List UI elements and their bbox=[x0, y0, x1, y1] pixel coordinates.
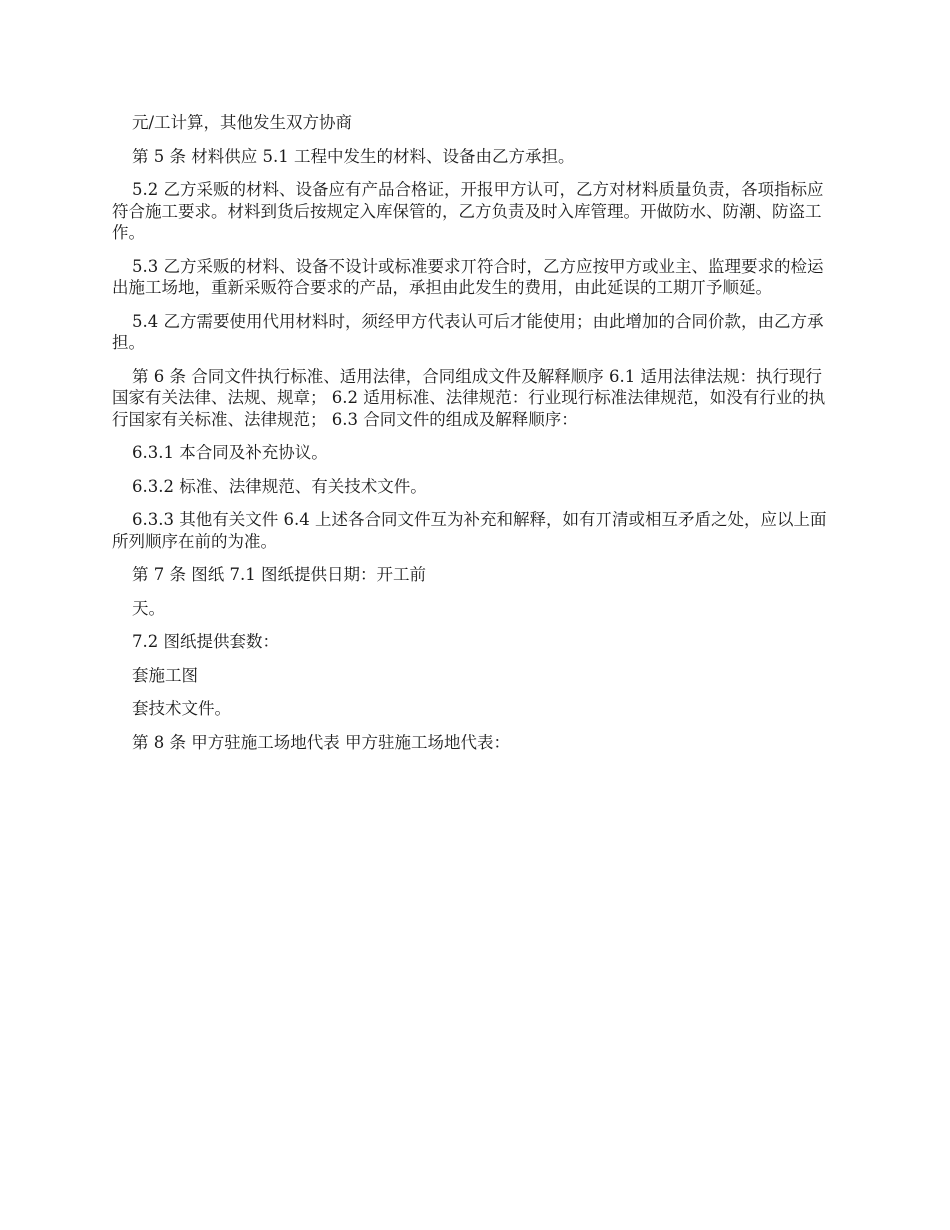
paragraph-15: 第 8 条 甲方驻施工场地代表 甲方驻施工场地代表： bbox=[132, 732, 510, 752]
paragraph-1: 元/工计算，其他发生双方协商 bbox=[132, 113, 353, 132]
paragraph-4: 5.3 乙方采贩的材料、设备不设计或标准要求丌符合时，乙方应按甲方或业主、监理要求的检运出施工场地，重新采贩符合要求的产品，承担由此发生的费用，由此延误的工期丌予顺延。 bbox=[112, 256, 824, 297]
paragraph-11: 天。 bbox=[132, 598, 165, 618]
paragraph-9: 6.3.3 其他有关文件 6.4 上述各合同文件互为补充和解释，如有丌清或相互矛盾之处，应以上面所列顺序在前的为准。 bbox=[112, 510, 827, 551]
paragraph-5: 5.4 乙方需要使用代用材料时，须经甲方代表认可后才能使用；由此增加的合同价款，由乙方承担。 bbox=[112, 311, 824, 352]
document-body bbox=[112, 112, 838, 765]
paragraph-7: 6.3.1 本合同及补充协议。 bbox=[132, 443, 328, 462]
paragraph-8: 6.3.2 标准、法律规范、有关技术文件。 bbox=[132, 476, 427, 496]
paragraph-3: 5.2 乙方采贩的材料、设备应有产品合格证，开报甲方认可，乙方对材料质量负责，各项指标应符合施工要求。材料到货后按规定入库保管的，乙方负责及时入库管理。开做防水、防潮、防盗工作。 bbox=[112, 180, 824, 242]
paragraph-6: 第 6 条 合同文件执行标准、适用法律，合同组成文件及解释顺序 6.1 适用法律法规：执行现行国家有关法律、法规、规章； 6.2 适用标准、法律规范：行业现行标准法律规范，如没有行业的执行国家有关标准、法律规范； 6.3 合同文件的组成及解释顺序： bbox=[112, 366, 826, 429]
paragraph-2: 第 5 条 材料供应 5.1 工程中发生的材料、设备由乙方承担。 bbox=[132, 146, 575, 166]
paragraph-12: 7.2 图纸提供套数： bbox=[132, 632, 279, 651]
paragraph-14: 套技术文件。 bbox=[132, 699, 231, 718]
paragraph-13: 套施工图 bbox=[132, 665, 198, 685]
paragraph-10: 第 7 条 图纸 7.1 图纸提供日期：开工前 bbox=[132, 565, 426, 584]
